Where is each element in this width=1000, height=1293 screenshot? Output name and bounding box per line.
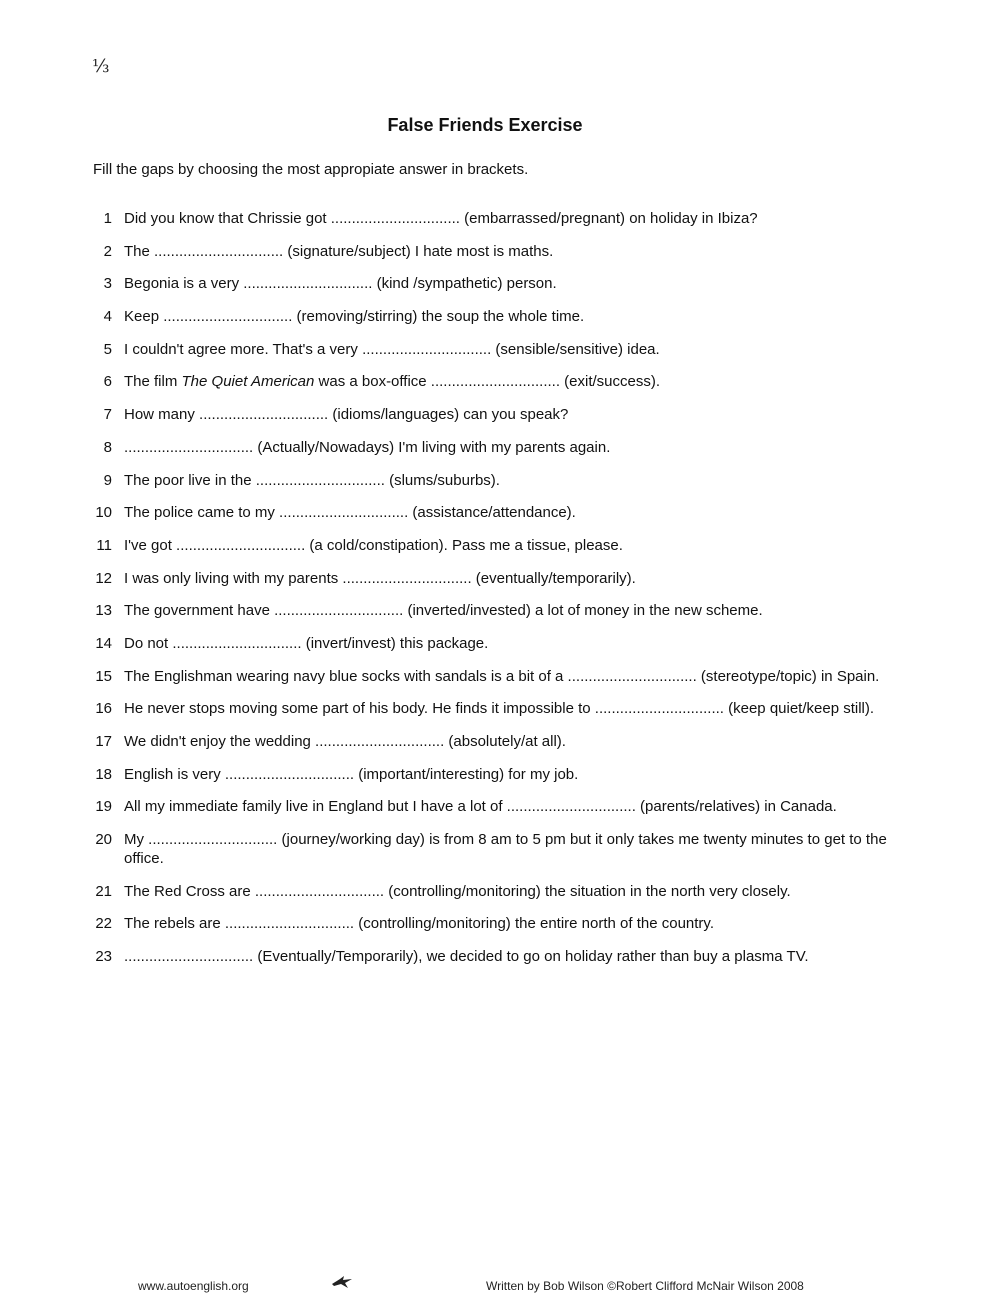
exercise-item-10 [88,503,913,522]
item-number: 8 [103,438,112,456]
exercise-item-15 [88,667,913,686]
exercise-item-21 [88,882,913,901]
item-text: Begonia is a very ............................... (kind /sympathetic) person. [124,275,557,293]
item-number: 13 [95,602,112,620]
item-text: The police came to my ............................... (assistance/attendance). [124,504,576,522]
item-number: 7 [103,406,112,424]
item-number: 12 [95,569,112,587]
item-number: 10 [95,504,112,522]
item-text [112,372,913,391]
item-number: 23 [95,948,112,966]
exercise-item-13 [88,601,913,620]
item-text: The poor live in the ............................... (slums/suburbs). [124,471,500,489]
item-text: English is very ............................... (important/interesting) for my job. [124,765,579,783]
exercise-list [88,209,913,980]
item-text: Do not ............................... (invert/invest) this package. [124,634,489,652]
exercise-item-17 [88,732,913,751]
exercise-item-9 [88,471,913,490]
item-text-post: was a box-office ............................... (exit/success). [314,373,661,391]
item-text: My ............................... (journey/working day) is from 8 am to 5 pm but it only takes me twenty minutes to get to the office. [124,831,887,868]
item-number: 17 [95,733,112,750]
item-text: ............................... (Actually/Nowadays) I'm living with my parents again. [124,438,611,456]
item-text: ............................... (Eventually/Temporarily), we decided to go on holiday rather than buy a plasma TV. [124,948,809,966]
instructions: Fill the gaps by choosing the most appropiate answer in brackets. [93,161,529,178]
item-text: I've got ............................... (a cold/constipation). Pass me a tissue, please. [124,536,623,554]
item-number: 22 [95,915,112,933]
exercise-item-20 [88,830,913,868]
item-number: 1 [103,210,112,227]
item-text: I couldn't agree more. That's a very ............................... (sensible/sensitive) idea. [124,340,660,358]
item-number: 18 [95,765,112,783]
footer-website: www.autoenglish.org [138,1279,249,1293]
item-text: All my immediate family live in England but I have a lot of ............................... (parents/relatives) in Canada. [124,798,837,816]
item-number: 20 [95,831,112,849]
item-number: 16 [95,700,112,718]
exercise-item-2 [88,242,913,261]
item-number: 2 [103,242,112,260]
item-text: The rebels are ............................... (controlling/monitoring) the entire north of the country. [124,915,714,933]
exercise-item-12 [88,569,913,588]
item-number: 21 [95,882,112,900]
item-number: 14 [95,634,112,652]
item-text: The ............................... (signature/subject) I hate most is maths. [124,242,554,260]
exercise-item-5 [88,340,913,359]
item-text: Did you know that Chrissie got ............................... (embarrassed/pregnant) on holiday in Ibiza? [124,210,758,227]
item-text: He never stops moving some part of his body. He finds it impossible to ............................... (keep quiet/keep still). [124,700,875,718]
item-number: 6 [103,373,112,391]
item-number: 19 [95,798,112,816]
page-title: False Friends Exercise [387,115,583,135]
item-text-pre: The film [124,373,182,391]
exercise-item-18 [88,765,913,784]
exercise-item-23 [88,947,913,966]
item-text: The Englishman wearing navy blue socks with sandals is a bit of a ............................... (stereotype/topic) in Spain. [124,667,880,685]
item-text: The government have ............................... (inverted/invested) a lot of money in the new scheme. [124,602,763,620]
exercise-item-7 [88,405,913,424]
item-number: 11 [96,536,112,554]
exercise-item-22 [88,914,913,933]
item-number: 4 [103,308,112,326]
item-text: Keep ............................... (removing/stirring) the soup the whole time. [124,308,585,326]
footer-copyright: Written by Bob Wilson ©Robert Clifford McNair Wilson 2008 [486,1279,804,1293]
exercise-item-4 [88,307,913,326]
exercise-item-3 [88,274,913,293]
exercise-item-1 [88,209,913,228]
item-number: 3 [103,275,112,293]
item-text: I was only living with my parents ............................... (eventually/temporarily). [124,569,636,587]
exercise-item-14 [88,634,913,653]
item-number: 9 [103,471,112,489]
film-title: The Quiet American [181,373,315,391]
corner-mark: ⅓ [92,56,108,77]
exercise-item-19 [88,797,913,816]
exercise-item-16 [88,699,913,718]
item-number: 15 [95,667,112,685]
exercise-item-6 [88,372,913,391]
item-number: 5 [103,340,112,358]
exercise-item-11 [88,536,913,555]
bird-logo-icon [330,1275,356,1289]
item-text: How many ............................... (idioms/languages) can you speak? [124,406,569,424]
item-text: The Red Cross are ............................... (controlling/monitoring) the situation in the north very closely. [124,882,791,900]
exercise-item-8 [88,438,913,457]
item-text: We didn't enjoy the wedding ............................... (absolutely/at all). [124,733,566,750]
